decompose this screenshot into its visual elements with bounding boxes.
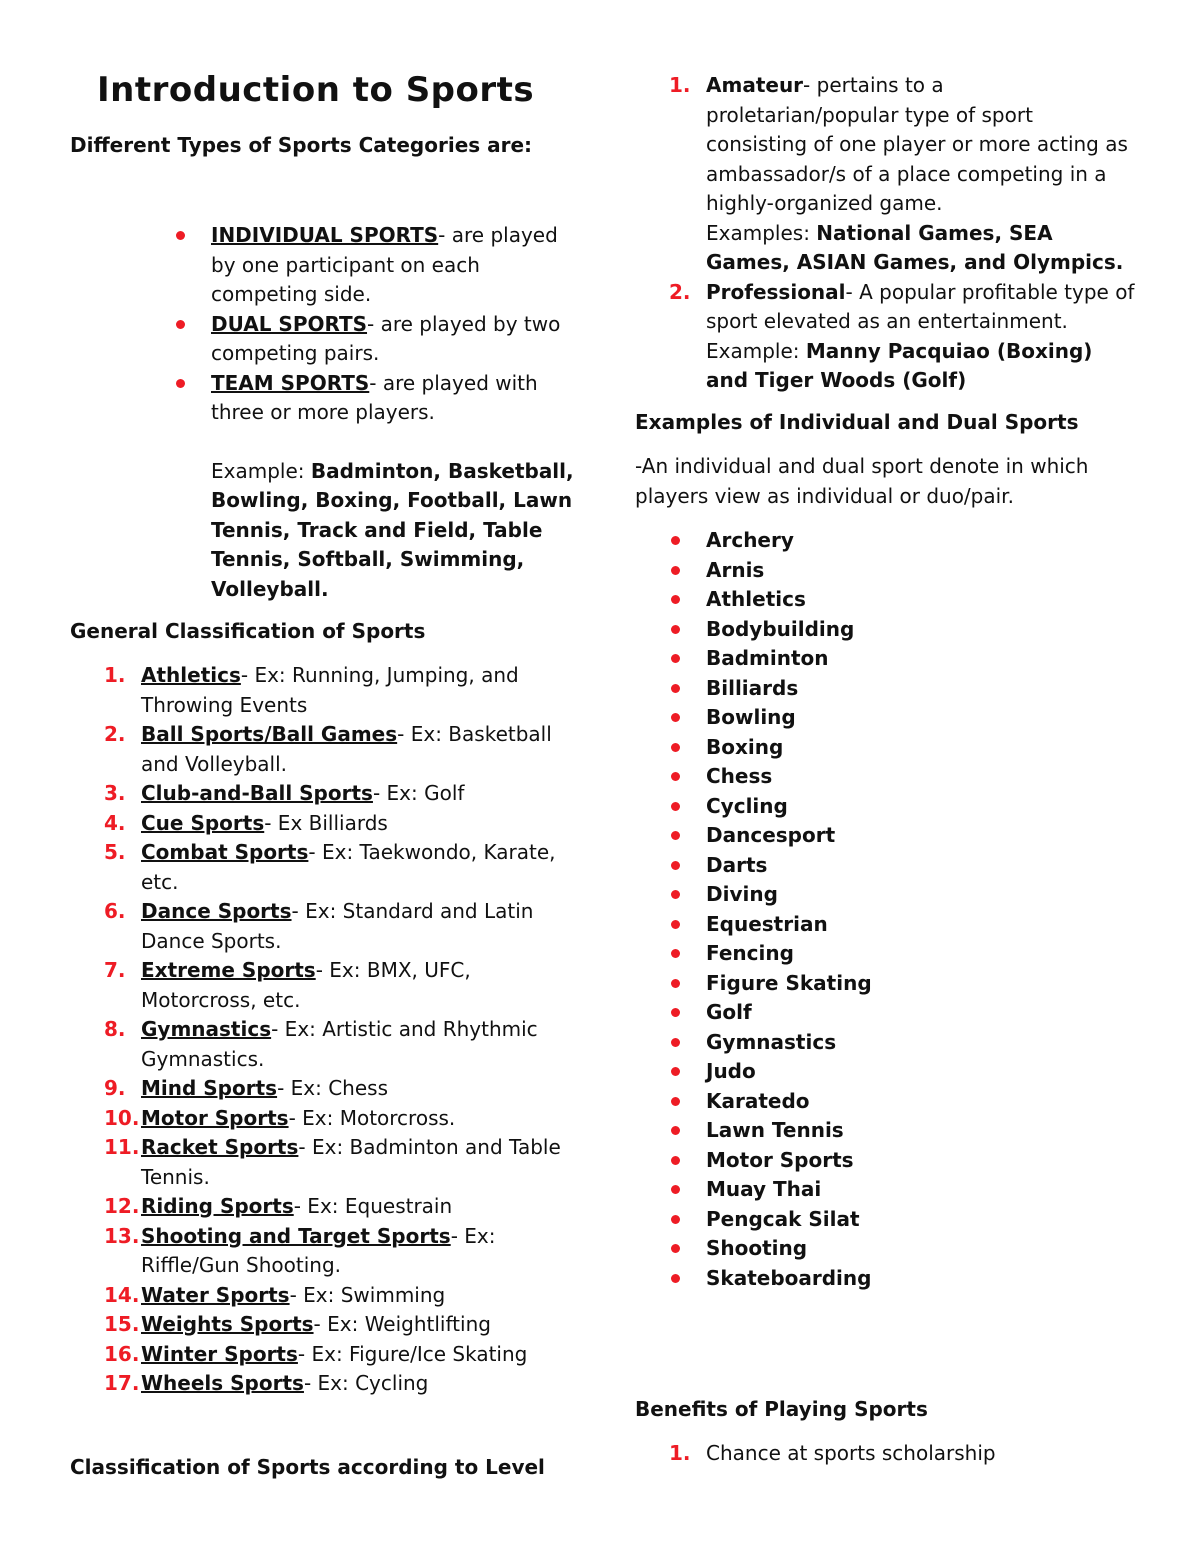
sport-name: Billiards [706, 675, 799, 700]
bullet-icon [671, 1097, 680, 1106]
level-heading: Classification of Sports according to Level [70, 1455, 545, 1479]
list-item [104, 1015, 576, 1074]
item-number: 1. [669, 73, 691, 97]
bullet-icon [671, 1156, 680, 1165]
types-heading: Different Types of Sports Categories are: [70, 133, 533, 157]
bullet-icon [671, 1244, 680, 1253]
general-desc: - Ex: Equestrain [293, 1194, 453, 1218]
level-desc: - pertains to a proletarian/popular type of sport consisting of one player or more acting as ambassador/s of a place competing in a highly-organized game. [706, 73, 1128, 215]
list-item [706, 1234, 1126, 1264]
general-term: Shooting and Target Sports [141, 1223, 451, 1248]
bullet-icon [671, 920, 680, 929]
bullet-icon [671, 979, 680, 988]
list-item [104, 779, 576, 809]
sport-name: Lawn Tennis [706, 1118, 844, 1142]
general-term: Athletics [141, 663, 241, 687]
general-term: Motor Sports [141, 1105, 289, 1130]
sport-name: Muay Thai [706, 1177, 822, 1201]
type-term: TEAM SPORTS [211, 370, 370, 395]
list-item [706, 1116, 1126, 1146]
list-item [706, 1264, 1126, 1294]
general-term: Club-and-Ball Sports [141, 781, 373, 805]
list-item [706, 792, 1126, 822]
bullet-icon [671, 684, 680, 693]
levels-list [669, 71, 1136, 396]
types-example [211, 457, 581, 605]
bullet-icon [176, 320, 185, 329]
sport-name: Motor Sports [706, 1147, 854, 1172]
benefit-text: Chance at sports scholarship [706, 1441, 996, 1465]
item-number: 1. [104, 663, 126, 687]
general-desc: - Ex: Artistic and Rhythmic Gymnastics. [141, 1017, 538, 1071]
general-heading: General Classification of Sports [70, 619, 426, 643]
item-number: 16. [104, 1341, 140, 1366]
sport-name: Golf [706, 1000, 752, 1024]
sport-name: Cycling [706, 793, 788, 818]
general-desc: - Ex: Chess [277, 1076, 389, 1100]
bullet-icon [671, 595, 680, 604]
list-item [669, 71, 1136, 278]
list-item [706, 526, 1126, 556]
list-item [706, 644, 1126, 674]
list-item [706, 703, 1126, 733]
general-term: Dance Sports [141, 899, 292, 923]
general-desc: - Ex: Running, Jumping, and Throwing Events [141, 663, 519, 717]
level-example-label: Example: [706, 338, 806, 363]
bullet-icon [671, 1185, 680, 1194]
sport-name: Equestrian [706, 911, 828, 936]
list-item [706, 674, 1126, 704]
sport-name: Skateboarding [706, 1265, 872, 1290]
list-item [104, 809, 576, 839]
benefits-list [669, 1439, 1136, 1469]
list-item [706, 1057, 1126, 1087]
general-term: Cue Sports [141, 810, 265, 835]
general-desc: - Ex: Weightlifting [313, 1312, 491, 1336]
sport-name: Karatedo [706, 1088, 810, 1113]
sport-name: Bodybuilding [706, 616, 855, 641]
item-number: 17. [104, 1371, 140, 1395]
item-number: 11. [104, 1135, 140, 1159]
bullet-icon [671, 1126, 680, 1135]
item-number: 7. [104, 958, 126, 982]
list-item [104, 1281, 576, 1311]
type-desc: - are played with three or more players. [211, 370, 538, 424]
list-item [706, 1175, 1126, 1205]
bullet-icon [671, 566, 680, 575]
list-item [706, 762, 1126, 792]
individual-list [706, 526, 1126, 1293]
bullet-icon [671, 713, 680, 722]
general-desc: - Ex: Cycling [303, 1371, 429, 1395]
item-number: 5. [104, 840, 126, 864]
general-term: Mind Sports [141, 1076, 278, 1100]
item-number: 10. [104, 1105, 140, 1130]
list-item [706, 1205, 1126, 1235]
list-item [104, 1340, 576, 1370]
list-item [706, 1146, 1126, 1176]
general-term: Weights Sports [141, 1312, 314, 1336]
list-item [706, 556, 1126, 586]
list-item [706, 939, 1126, 969]
level-term: Amateur [706, 73, 804, 97]
general-term: Winter Sports [141, 1341, 298, 1366]
general-term: Racket Sports [141, 1135, 299, 1159]
item-number: 12. [104, 1194, 140, 1218]
bullet-icon [671, 890, 680, 899]
bullet-icon [671, 1067, 680, 1076]
sport-name: Fencing [706, 941, 794, 965]
list-item [211, 221, 581, 310]
sport-name: Dancesport [706, 823, 836, 847]
general-term: Riding Sports [141, 1194, 294, 1218]
bullet-icon [671, 949, 680, 958]
list-item [706, 821, 1126, 851]
list-item [706, 998, 1126, 1028]
sport-name: Archery [706, 528, 794, 552]
general-term: Gymnastics [141, 1017, 272, 1041]
general-term: Wheels Sports [141, 1371, 304, 1395]
sport-name: Chess [706, 764, 773, 788]
level-example-text: National Games, SEA Games, ASIAN Games, and Olympics. [706, 220, 1124, 274]
sport-name: Bowling [706, 705, 796, 729]
bullet-icon [671, 654, 680, 663]
general-term: Combat Sports [141, 840, 309, 864]
types-list [211, 221, 581, 604]
bullet-icon [671, 536, 680, 545]
level-example-text: Manny Pacquiao (Boxing) and Tiger Woods (Golf) [706, 338, 1093, 392]
type-term: INDIVIDUAL SPORTS [211, 223, 439, 247]
item-number: 4. [104, 810, 126, 835]
list-item [104, 838, 576, 897]
bullet-icon [176, 231, 185, 240]
general-desc: - Ex Billiards [264, 810, 388, 835]
item-number: 2. [104, 722, 126, 746]
list-item [104, 1133, 576, 1192]
list-item [104, 897, 576, 956]
bullet-icon [671, 802, 680, 811]
general-term: Ball Sports/Ball Games [141, 722, 398, 746]
item-number: 9. [104, 1076, 126, 1100]
general-list [104, 661, 576, 1399]
bullet-icon [671, 1215, 680, 1224]
sport-name: Figure Skating [706, 970, 872, 995]
general-desc: - Ex: Standard and Latin Dance Sports. [141, 899, 534, 953]
sport-name: Athletics [706, 587, 806, 611]
bullet-icon [671, 1274, 680, 1283]
list-item [104, 1192, 576, 1222]
type-term: DUAL SPORTS [211, 311, 368, 336]
general-desc: - Ex: Motorcross. [288, 1105, 456, 1130]
list-item [211, 310, 581, 369]
sport-name: Boxing [706, 734, 784, 759]
list-item [104, 1074, 576, 1104]
list-item [706, 969, 1126, 999]
general-desc: - Ex: Golf [372, 781, 465, 805]
list-item [706, 1028, 1126, 1058]
general-term: Water Sports [141, 1282, 290, 1307]
list-item [706, 1087, 1126, 1117]
general-desc: - Ex: Taekwondo, Karate, etc. [141, 840, 556, 894]
list-item [211, 369, 581, 428]
list-item [104, 1222, 576, 1281]
list-item [669, 278, 1136, 396]
sport-name: Judo [706, 1059, 756, 1083]
item-number: 2. [669, 279, 691, 304]
bullet-icon [176, 379, 185, 388]
list-item [669, 1439, 1136, 1469]
individual-heading: Examples of Individual and Dual Sports [635, 410, 1079, 434]
types-example-text: Badminton, Basketball, Bowling, Boxing, Football, Lawn Tennis, Track and Field, Table Tennis, Softball, Swimming, Volleyball. [211, 458, 574, 601]
item-number: 1. [669, 1441, 691, 1465]
item-number: 8. [104, 1017, 126, 1041]
list-item [706, 585, 1126, 615]
page-title: Introduction to Sports [97, 70, 535, 110]
list-item [104, 1369, 576, 1399]
types-example-label: Example: [211, 458, 311, 483]
general-desc: - Ex: Basketball and Volleyball. [141, 722, 552, 776]
general-desc: - Ex: Swimming [289, 1282, 446, 1307]
bullet-icon [671, 772, 680, 781]
list-item [706, 910, 1126, 940]
list-item [706, 733, 1126, 763]
bullet-icon [671, 831, 680, 840]
list-item [104, 720, 576, 779]
level-term: Professional [706, 279, 846, 304]
individual-intro: -An individual and dual sport denote in which players view as individual or duo/pair. [635, 454, 1089, 508]
sport-name: Arnis [706, 557, 765, 582]
level-example-label: Examples: [706, 220, 817, 245]
level-desc: - A popular profitable type of sport elevated as an entertainment. [706, 279, 1135, 333]
item-number: 14. [104, 1282, 140, 1307]
type-desc: - are played by two competing pairs. [211, 311, 561, 365]
sport-name: Shooting [706, 1236, 808, 1260]
list-item [104, 1104, 576, 1134]
type-desc: - are played by one participant on each competing side. [211, 223, 558, 306]
list-item [706, 615, 1126, 645]
list-item [104, 956, 576, 1015]
list-item [706, 880, 1126, 910]
bullet-icon [671, 861, 680, 870]
sport-name: Diving [706, 882, 778, 906]
general-desc: - Ex: Badminton and Table Tennis. [141, 1135, 561, 1189]
benefits-heading: Benefits of Playing Sports [635, 1397, 928, 1421]
bullet-icon [671, 1008, 680, 1017]
list-item [104, 661, 576, 720]
general-desc: - Ex: Figure/Ice Skating [297, 1341, 528, 1366]
sport-name: Badminton [706, 646, 829, 670]
bullet-icon [671, 625, 680, 634]
bullet-icon [671, 1038, 680, 1047]
item-number: 13. [104, 1223, 140, 1248]
list-item [706, 851, 1126, 881]
general-term: Extreme Sports [141, 958, 316, 982]
item-number: 15. [104, 1312, 140, 1336]
list-item [104, 1310, 576, 1340]
item-number: 6. [104, 899, 126, 923]
general-desc: - Ex: BMX, UFC, Motorcross, etc. [141, 958, 471, 1012]
sport-name: Gymnastics [706, 1029, 837, 1054]
item-number: 3. [104, 781, 126, 805]
general-desc: - Ex: Riffle/Gun Shooting. [141, 1223, 496, 1277]
sport-name: Darts [706, 852, 768, 877]
sport-name: Pengcak Silat [706, 1206, 860, 1231]
bullet-icon [671, 743, 680, 752]
